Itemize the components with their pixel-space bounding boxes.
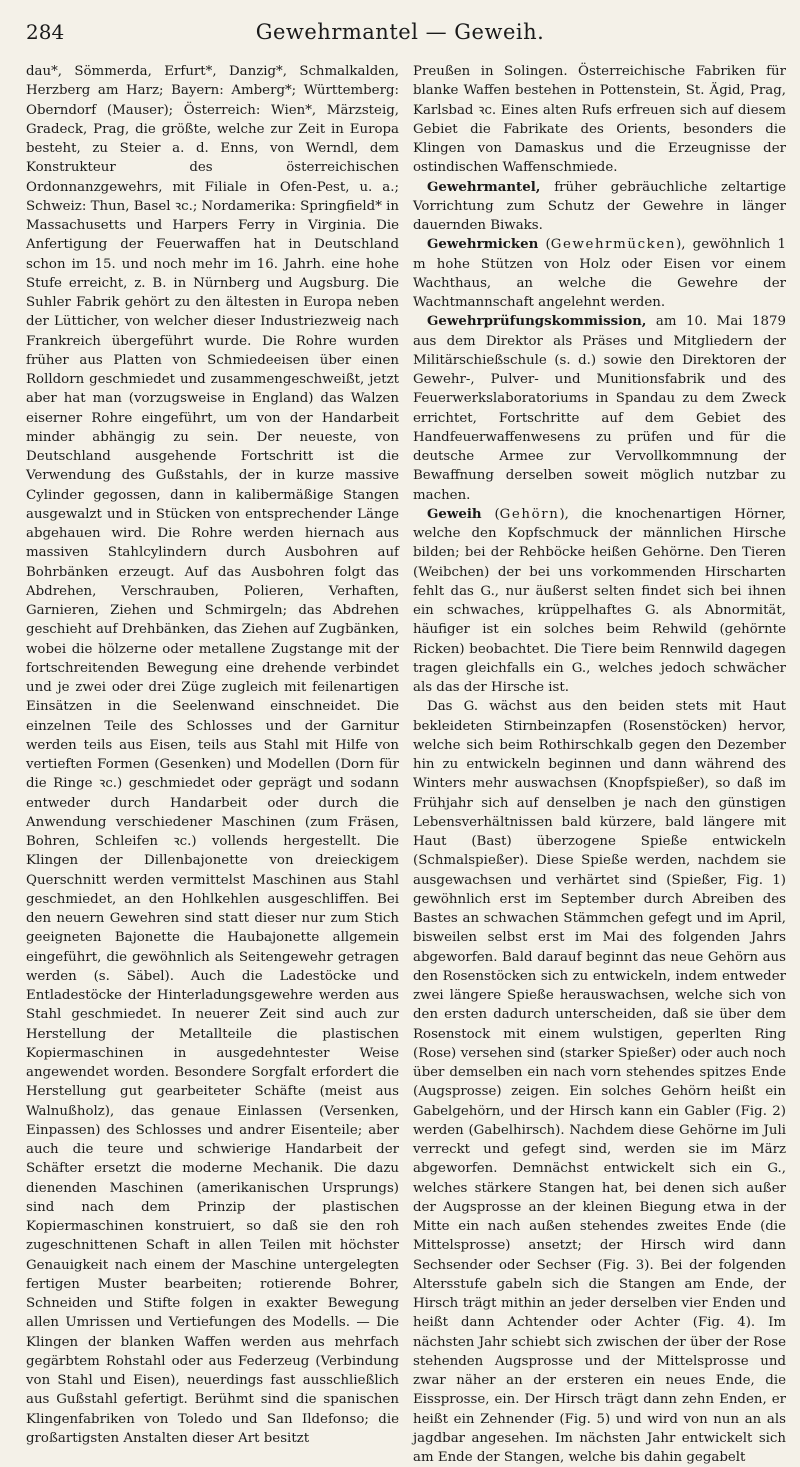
entry-text: am 10. Mai 1879 aus dem Direktor als Präses und Mitgliedern der Militärschießschule (s. d.) sowie den Direktoren der Gewehr-, Pulver- und Munitionsfabrik und des Feuerwerkslaboratoriums in Spandau zu dem Zweck errichtet, Fortschritte auf dem Gebiet des Handfeuerwaffenwesens zu prüfen und für die deutsche Armee zur Vervollkommnung der Bewaffnung derselben soweit möglich nutzbar zu machen.	[413, 314, 786, 503]
entry-text: ), gewöhnlich 1 m hohe Stützen von Holz oder Eisen vor einem Wachthaus, an welche die Gewehre der Wachtmannschaft angelehnt werden.	[413, 237, 786, 310]
right-column	[413, 62, 786, 1465]
spaced-term: Gehörn	[499, 506, 560, 522]
headword: Geweih	[427, 505, 482, 522]
left-column-paragraph: dau*, Sömmerda, Erfurt*, Danzig*, Schmalkalden, Herzberg am Harz; Bayern: Amberg*; Württemberg: Oberndorf (Mauser); Österreich: Wien*, Märzsteig, Gradeck, Prag, die größte, welche zur Zeit in Europa besteht, zu Steier a. d. Enns, von Werndl, dem Konstrukteur des österreichischen Ordonnanzgewehrs, mit Filiale in Ofen-Pest, u. a.; Schweiz: Thun, Basel ꝛc.; Nordamerika: Springfield* in Massachusetts und Harpers Ferry in Virginia. Die Anfertigung der Feuerwaffen hat in Deutschland schon im 15. und noch mehr im 16. Jahrh. eine hohe Stufe erreicht, z. B. in Nürnberg und Augsburg. Die Suhler Fabrik gehört zu den ältesten in Europa neben der Lütticher, von welcher dieser Industriezweig nach Frankreich übergeführt wurde. Die Rohre wurden früher aus Platten von Schmiedeeisen über einen Rolldorn geschmiedet und zusammengeschweißt, jetzt aber hat man (vorzugsweise in England) das Walzen eiserner Rohre eingeführt, um von der Handarbeit minder abhängig zu sein. Der neueste, von Deutschland ausgehende Fortschritt ist die Verwendung des Gußstahls, der in kurze massive Cylinder gegossen, dann in kalibermäßige Stangen ausgewalzt und in Stücken von entsprechender Länge abgehauen wird. Die Rohre werden hiernach aus massiven Stahlcylindern durch Ausbohren auf Bohrbänken erzeugt. Auf das Ausbohren folgt das Abdrehen, Verschrauben, Polieren, Verhaften, Garnieren, Ziehen und Schmirgeln; das Abdrehen geschieht auf Drehbänken, das Ziehen auf Zugbänken, wobei die hölzerne oder metallene Zugstange mit der fortschreitenden Bewegung eine drehende verbindet und je zwei oder drei Züge zugleich mit feilenartigen Einsätzen in die Seelenwand einschneidet. Die einzelnen Teile des Schlosses und der Garnitur werden teils aus Eisen, teils aus Stahl mit Hilfe von vertieften Formen (Gesenken) und Modellen (Dorn für die Ringe ꝛc.) geschmiedet oder geprägt und sodann entweder durch Handarbeit oder durch die Anwendung verschiedener Maschinen (zum Fräsen, Bohren, Schleifen ꝛc.) vollends hergestellt. Die Klingen der Dillenbajonette von dreieckigem Querschnitt werden vermittelst Maschinen aus Stahl geschmiedet, an den Hohlkehlen ausgeschliffen. Bei den neuern Gewehren sind statt dieser nur zum Stich geeigneten Bajonette die Haubajonette allgemein eingeführt, die gewöhnlich als Seitengewehr getragen werden (s. Säbel). Auch die Ladestöcke und Entladestöcke der Hinterladungsgewehre werden aus Stahl geschmiedet. In neuerer Zeit sind auch zur Herstellung der Metallteile die plastischen Kopiermaschinen in ausgedehntester Weise angewendet worden. Besondere Sorgfalt erfordert die Herstellung gut gearbeiteter Schäfte (meist aus Walnußholz), das genaue Einlassen (Versenken, Einpassen) des Schlosses und andrer Eisenteile; aber auch die teure und schwierige Handarbeit der Schäfter ersetzt die moderne Mechanik. Die dazu dienenden Maschinen (amerikanischen Ursprungs) sind nach dem Prinzip der plastischen Kopiermaschinen konstruiert, so daß sie den roh zugeschnittenen Schaft in allen Teilen mit höchster Genauigkeit nach einem der Maschine untergelegten fertigen Muster bearbeiten; rotierende Bohrer, Schneiden und Stifte folgen in exakter Bewegung allen Umrissen und Vertiefungen des Modells. — Die Klingen der blanken Waffen werden aus mehrfach gegärbtem Rohstahl oder aus Federzeug (Verbindung von Stahl und Eisen), neuerdings fast ausschließlich aus Gußstahl gefertigt. Berühmt sind die spanischen Klingenfabriken von Toledo und San Ildefonso; die großartigsten Anstalten dieser Art besitzt	[26, 64, 399, 1446]
entry-geweih	[413, 505, 786, 698]
left-column	[26, 62, 399, 1446]
text-columns	[26, 62, 786, 1465]
entry-gewehrmicken	[413, 235, 786, 312]
entry-text: (	[481, 506, 500, 522]
page-number: 284	[26, 20, 65, 44]
spaced-term: Gewehrmücken	[550, 237, 677, 253]
entry-gewehrmantel	[413, 178, 786, 236]
entry-text: (	[538, 237, 551, 253]
headword: Gewehrmicken	[427, 236, 539, 253]
entry-text: früher gebräuchliche zeltartige Vorrichtung zum Schutz der Gewehre in länger dauernden Biwaks.	[413, 179, 786, 233]
running-head: Gewehrmantel — Geweih.	[255, 20, 545, 44]
right-column-paragraph: Preußen in Solingen. Österreichische Fabriken für blanke Waffen bestehen in Pottenstein, St. Ägid, Prag, Karlsbad ꝛc. Eines alten Rufs erfreuen sich auf diesem Gebiet die Fabrikate des Orients, besonders die Klingen von Damaskus und die Erzeugnisse der ostindischen Waffenschmiede.	[413, 64, 786, 176]
headword: Gewehrmantel,	[427, 178, 541, 195]
entry-gewehrpruefungskommission	[413, 312, 786, 505]
geweih-continuation-paragraph: Das G. wächst aus den beiden stets mit Haut bekleideten Stirnbeinzapfen (Rosenstöcken) hervor, welche sich beim Rothirschkalb gegen den Dezember hin zu entwickeln beginnen und dann während des Winters mehr auswachsen (Knopfspießer), so daß im Frühjahr sich auf denselben je nach den günstigen Lebensverhältnissen bald kürzere, bald längere mit Haut (Bast) überzogene Spieße entwickeln (Schmalspießer). Diese Spieße werden, nachdem sie ausgewachsen und verhärtet sind (Spießer, Fig. 1) gewöhnlich erst im September durch Abreiben des Bastes an schwachen Stämmchen gefegt und im April, bisweilen selbst erst im Mai des folgenden Jahrs abgeworfen. Bald darauf beginnt das neue Gehörn aus den Rosenstöcken sich zu entwickeln, indem entweder zwei längere Spieße herauswachsen, welche sich von den ersten dadurch unterscheiden, daß sie über dem Rosenstock mit einem wulstigen, geperlten Ring (Rose) versehen sind (starker Spießer) oder auch noch über demselben ein nach vorn stehendes spitzes Ende (Augsprosse) zeigen. Ein solches Gehörn heißt ein Gabelgehörn, und der Hirsch kann ein Gabler (Fig. 2) werden (Gabelhirsch). Nachdem diese Gehörne im Juli verreckt und gefegt sind, werden sie im März abgeworfen. Demnächst entwickelt sich ein G., welches stärkere Stangen hat, bei denen sich außer der Augsprosse an der kleinen Biegung etwa in der Mitte ein nach außen stehendes zweites Ende (die Mittelsprosse) ansetzt; der Hirsch wird dann Sechsender oder Sechser (Fig. 3). Bei der folgenden Altersstufe gabeln sich die Stangen am Ende, der Hirsch trägt mithin an jeder derselben vier Enden und heißt dann Achtender oder Achter (Fig. 4). Im nächsten Jahr schiebt sich zwischen der über der Rose stehenden Augsprosse und der Mittelsprosse und zwar näher an der ersteren ein neues Ende, die Eissprosse, ein. Der Hirsch trägt dann zehn Enden, er heißt ein Zehnender (Fig. 5) und wird von nun an als jagdbar angesehen. Im nächsten Jahr entwickelt sich am Ende der Stangen, welche bis dahin gegabelt	[413, 699, 786, 1465]
headword: Gewehrprüfungskommission,	[427, 313, 647, 330]
entry-text: ), die knochenartigen Hörner, welche den Kopfschmuck der männlichen Hirsche bilden; bei der Rehböcke heißen Gehörne. Den Tieren (Weibchen) der bei uns vorkommenden Hirscharten fehlt das G., nur äußerst selten findet sich bei ihnen ein schwaches, krüppelhaftes G. als Abnormität, häufiger ist ein solches beim Rehwild (gehörnte Ricken) beobachtet. Die Tiere beim Rennwild dagegen tragen gleichfalls ein G., welches jedoch schwächer als das der Hirsche ist.	[413, 506, 786, 695]
page-header	[26, 10, 774, 56]
